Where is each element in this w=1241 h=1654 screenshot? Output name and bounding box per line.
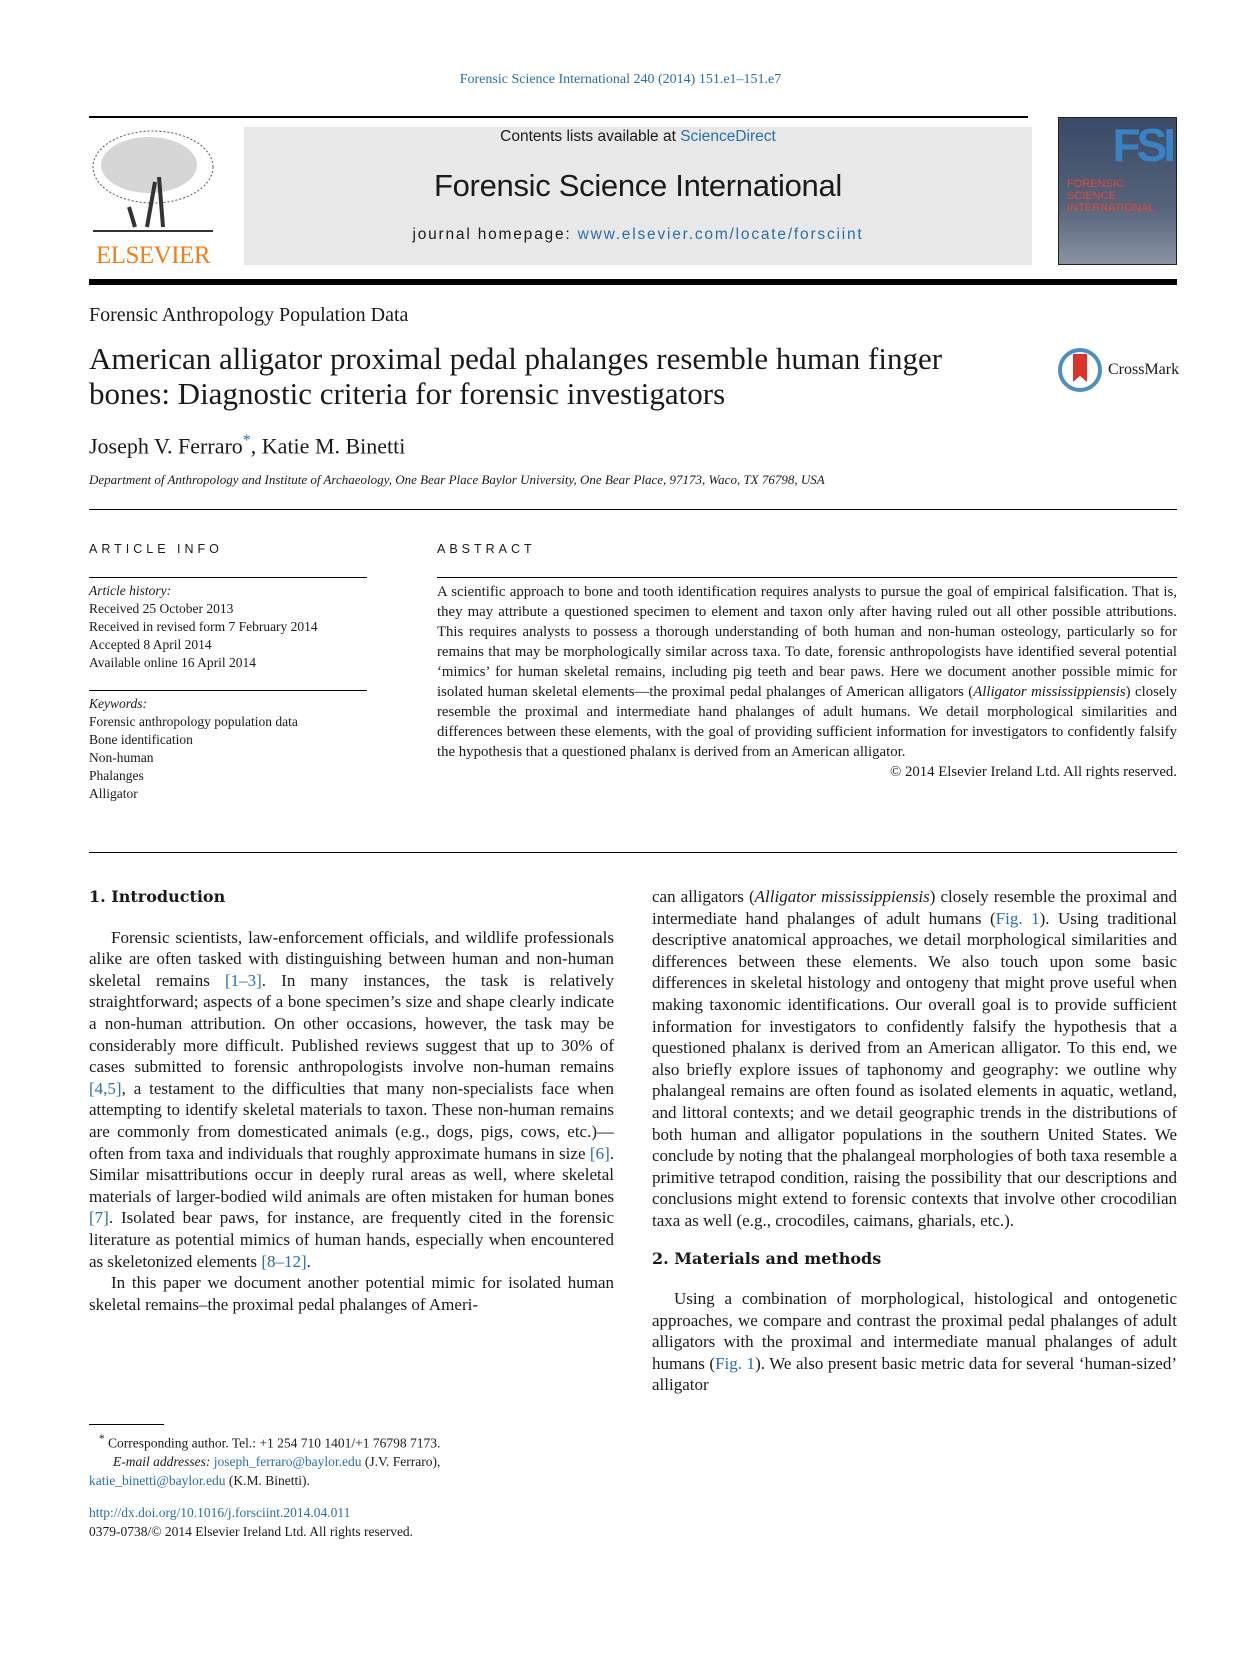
citation-link[interactable]: Fig. 1 [715,1353,756,1373]
abstract-copyright: © 2014 Elsevier Ireland Ltd. All rights reserved. [890,764,1177,780]
text-run: A scientific approach to bone and tooth identification requires analysts to pursue the goal of empirical falsification. That is, they may attribute a questioned specimen to element and taxon only after having ruled out all other possible attributions. This requires analysts to possess a thorough understanding of both human and non-human osteology, particularly so for remains that may be morphologically similar across taxa. To date, forensic anthropologists have identified several potential ‘mimics’ for human skeletal remains, including pig teeth and bear paws. Here we document another possible mimic for isolated human skeletal elements—the proximal pedal phalanges of American alligators ( [437,584,1177,700]
text-run: ). We also present basic metric data for several ‘human-sized’ alligator [652,1353,1177,1395]
abstract-heading: ABSTRACT [437,542,536,556]
text-run: . In many instances, the task is relatively straightforward; aspects of a bone specimen’s size and shape clearly indicate a non-human attribution. On other occasions, however, the task may be considerably more difficult. Published reviews suggest that up to 30% of cases submitted to forensic anthropologists involve non-human remains [89,970,614,1077]
author-name: Joseph V. Ferraro [89,433,243,459]
citation-link[interactable]: [1–3] [224,970,262,990]
journal-reference-link[interactable]: Forensic Science International 240 (2014) 151.e1–151.e7 [459,72,782,87]
article-title: American alligator proximal pedal phalanges resemble human finger bones: Diagnostic criteria for forensic investigators [89,341,943,411]
paragraph [652,1288,1177,1396]
footnote-mark: * [99,1433,105,1445]
cover-fsi: FSI [1112,119,1172,171]
affiliation: Department of Anthropology and Institute of Archaeology, One Bear Place Baylor University, One Bear Place, 97173, Waco, TX 76798, USA [89,472,825,487]
homepage-link[interactable]: www.elsevier.com/locate/forsciint [577,226,864,243]
history-item: Received in revised form 7 February 2014 [89,619,318,634]
citation-link[interactable]: Fig. 1 [995,908,1040,928]
text-run: . [306,1251,311,1271]
crossmark-icon [1058,348,1102,392]
journal-reference[interactable] [0,72,1241,88]
keyword: Non-human [89,750,154,765]
cover-title: FORENSIC SCIENCE INTERNATIONAL [1067,178,1155,214]
keywords [89,695,298,803]
elsevier-wordmark: ELSEVIER [95,242,211,269]
email-owner: (J.V. Ferraro), [361,1454,441,1469]
crossmark-label: CrossMark [1108,361,1180,378]
text-run: . Isolated bear paws, for instance, are frequently cited in the forensic literature as potential mimics of human hands, especially when encountered as skeletonized elements [89,1208,614,1271]
citation-link[interactable]: [6] [589,1143,610,1163]
paragraph [89,927,614,1273]
article-section: Forensic Anthropology Population Data [89,304,409,326]
homepage-label: journal homepage: [412,226,578,243]
doi-link[interactable]: http://dx.doi.org/10.1016/j.forsciint.2014.04.011 [89,1505,351,1520]
text-run: Forensic scientists, law-enforcement officials, and wildlife professionals alike are often tasked with distinguishing between human and non-human skeletal remains [89,927,614,990]
footnote-divider [89,1424,164,1425]
text-run: , a testament to the difficulties that many non-specialists face when attempting to identify skeletal materials to taxon. These non-human remains are commonly from domesticated animals (e.g., dogs, pigs, cows, etc.)—often from taxa and individuals that roughly approximate humans in size [89,1078,614,1163]
history-label: Article history: [89,583,172,598]
doi-block [89,1504,413,1541]
text-run: ). Using traditional descriptive anatomical approaches, we detail morphological similarities and differences between these elements. We also touch upon some basic differences in skeletal histology and ontogeny that might prove useful when making taxonomic identifications. Our overall goal is to provide sufficient information for investigators to confidently falsify the hypothesis that a questioned phalanx is derived from an American alligator. To this end, we also briefly explore issues of taphonomy and geography: we outline why phalangeal remains are often found as isolated elements in aquatic, wetland, and littoral contexts; and we detail geographic trends in the distributions of both human and alligator populations in the southern United States. We conclude by noting that the phalangeal morphologies of both taxa resemble a primitive tetrapod condition, raising the possibility that our descriptions and conclusions might extend to forensic contexts that involve other crocodilian taxa as well (e.g., crocodiles, caimans, gharials, etc.). [652,908,1177,1230]
crossmark-button[interactable] [1058,348,1179,392]
divider [89,509,1177,510]
footnote [89,1430,614,1490]
sciencedirect-link[interactable]: ScienceDirect [680,128,776,145]
journal-title: Forensic Science International [433,168,842,203]
keyword: Phalanges [89,768,144,783]
keywords-label: Keywords: [89,696,147,711]
keyword: Alligator [89,786,138,801]
email-link[interactable]: joseph_ferraro@baylor.edu [213,1454,362,1469]
issn-copyright: 0379-0738/© 2014 Elsevier Ireland Ltd. All rights reserved. [89,1523,414,1539]
elsevier-logo [89,127,217,269]
divider [89,577,367,578]
abstract [437,582,1177,782]
email-label: E-mail addresses: [113,1454,214,1469]
section-heading: 2. Materials and methods [652,1248,882,1268]
authors [89,432,405,459]
history-item: Received 25 October 2013 [89,601,234,616]
citation-link[interactable]: [8–12] [261,1251,307,1271]
journal-banner [244,127,1032,265]
paragraph [652,886,1177,1232]
author-separator: , [250,433,262,459]
divider [89,690,367,691]
text-run: In this paper we document another potential mimic for isolated human skeletal remains–the proximal pedal phalanges of Ameri- [89,1273,614,1314]
text-run: . Similar misattributions occur in deeply rural areas as well, where skeletal materials of larger-bodied wild animals are often mistaken for human bones [89,1143,614,1206]
keyword: Bone identification [89,732,193,747]
section-heading: 1. Introduction [89,887,226,906]
italic-text: Alligator mississippiensis [754,887,930,906]
citation-link[interactable]: [7] [89,1208,109,1228]
contents-text: Contents lists available at [500,128,681,145]
author-name: Katie M. Binetti [261,433,406,459]
text-run: Using a combination of morphological, histological and ontogenetic approaches, we compare and contrast the proximal pedal phalanges of adult alligators with the proximal and intermediate manual phalanges of adult humans ( [652,1289,1177,1373]
body-left-column [89,886,614,1315]
elsevier-tree-icon [89,127,217,237]
divider [89,852,1177,853]
article-history [89,582,318,672]
text-run: ) closely resemble the proximal and intermediate hand phalanges of adult humans ( [652,887,1178,928]
italic-text: Alligator mississippiensis [973,684,1126,700]
keyword: Forensic anthropology population data [89,714,298,729]
paragraph [89,1272,614,1315]
journal-cover[interactable] [1058,117,1177,265]
email-link[interactable]: katie_binetti@baylor.edu [89,1472,226,1488]
divider [89,116,1028,118]
history-item: Accepted 8 April 2014 [89,637,212,652]
corresponding-author: Corresponding author. Tel.: +1 254 710 1401/+1 76798 7173. [108,1435,441,1451]
email-owner: (K.M. Binetti). [225,1472,310,1488]
abstract-text [437,582,1177,762]
contents-line [244,128,1032,146]
header-bar [89,279,1177,285]
article-info-heading: ARTICLE INFO [89,542,223,556]
text-run: ) closely resemble the proximal and intermediate hand phalanges of adult humans. We detail morphological similarities and differences between these elements, with the goal of providing sufficient information for investigators to confidently falsify the hypothesis that a questioned phalanx is derived from an American alligator. [437,684,1177,760]
divider [437,577,1177,578]
text-run: can alligators ( [652,887,755,906]
corresponding-mark[interactable]: * [242,432,251,449]
citation-link[interactable]: [4,5] [89,1078,122,1098]
history-item: Available online 16 April 2014 [89,655,256,670]
homepage-line [244,226,1032,244]
body-right-column [652,886,1177,1396]
